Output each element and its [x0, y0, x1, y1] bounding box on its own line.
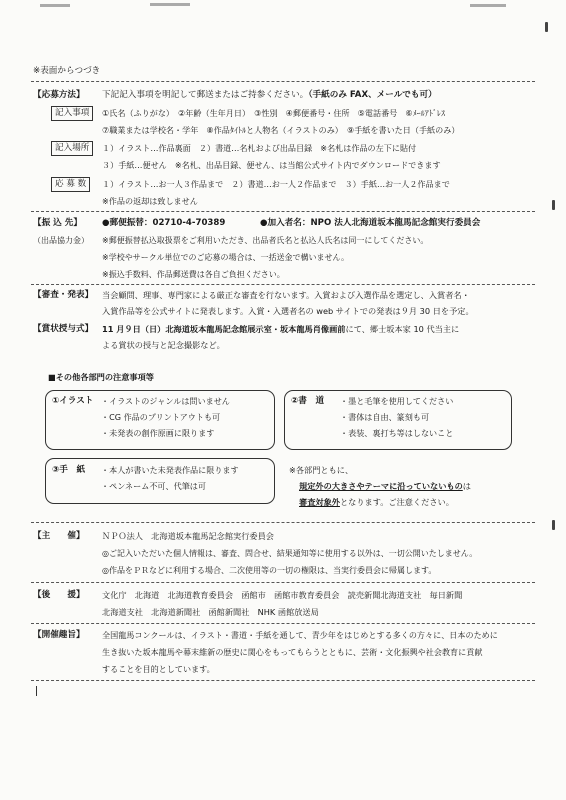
count-line-2: ※作品の返却は致しません: [102, 196, 198, 206]
header-note: ※表面からつづき: [33, 66, 101, 76]
scan-edge-mark: [470, 4, 506, 7]
common-note-1: ※各部門ともに、: [289, 465, 354, 475]
letter-heading: ③手 紙: [52, 465, 86, 475]
place-line-1: １）イラスト…作品裏面 ２）書道…名札および出品目録 ※名札は作品の左下に貼付: [102, 143, 417, 153]
scan-mark: [36, 686, 37, 696]
illust-item: ・未発表の創作原画に限ります: [101, 428, 215, 438]
common-note-3: 審査対象外となります。ご注意ください。: [299, 497, 454, 507]
host-note-2: ◎作品をＰＲなどに利用する場合、二次使用等の一切の権限は、当実行委員会に帰属します。: [102, 566, 437, 575]
host-label: 【主 催】: [33, 531, 85, 541]
divider: [31, 680, 535, 681]
award-line-1: 11 月９日（日）北海道坂本龍馬記念館展示室・坂本龍馬肖像画前にて、郷士坂本家 10 代当主に: [102, 324, 460, 334]
apply-label: 【応募方法】: [33, 90, 85, 100]
staple-mark: [552, 200, 555, 210]
award-label: 【賞状授与式】: [33, 324, 94, 334]
purpose-line-3: することを目的としています。: [102, 664, 215, 674]
purpose-line-2: 生き抜いた坂本龍馬や幕末維新の歴史に関心をもってもらうとともに、芸術・文化振興や社会教育に貢献: [102, 647, 483, 657]
transfer-note-3: ※振込手数料、作品郵送費は各自ご負担ください。: [102, 270, 285, 279]
account-holder: ●加入者名：NPO 法人北海道坂本龍馬記念館実行委員会: [260, 218, 481, 228]
letter-item: ・ペンネーム不可、代筆は可: [101, 481, 206, 491]
letter-item: ・本人が書いた未発表作品に限ります: [101, 465, 239, 475]
shodo-heading: ②書 道: [291, 396, 325, 406]
staple-mark: [545, 22, 548, 32]
purpose-label: 【開催趣旨】: [33, 630, 85, 640]
illust-item: ・CG 作品のプリントアウトも可: [101, 412, 221, 422]
place-line-2: ３）手紙…便せん ※名札、出品目録、便せん、は当館公式サイト内でダウンロードできます: [102, 160, 441, 170]
transfer-sublabel: （出品協力金）: [33, 236, 89, 245]
support-line-1: 文化庁 北海道 北海道教育委員会 函館市 函館市教育委員会 読売新聞北海道支社 毎日新聞: [102, 590, 463, 600]
postal-transfer: ●郵便振替：02710-4-70389: [102, 218, 226, 228]
notes-title: ■その他各部門の注意事項等: [48, 372, 154, 382]
entries-line-1: ①氏名（ふりがな） ②年齢（生年月日） ③性別 ④郵便番号・住所 ⑤電話番号 ⑥ﾒｰﾙｱﾄﾞﾚｽ: [102, 108, 446, 118]
divider: [31, 81, 535, 82]
count-line-1: １）イラスト…お一人３作品まで ２）書道…お一人２作品まで ３）手紙…お一人２作品まで: [102, 179, 450, 189]
support-line-2: 北海道支社 北海道新聞社 函館新聞社 NHK 函館放送局: [102, 607, 319, 617]
transfer-label: 【振 込 先】: [33, 218, 82, 228]
illust-item: ・イラストのジャンルは問いません: [101, 396, 230, 406]
purpose-line-1: 全国龍馬コンクールは、イラスト・書道・手紙を通して、青少年をはじめとする多くの方々に、日本のために: [102, 630, 498, 640]
shodo-item: ・書体は自由、篆刻も可: [340, 412, 430, 422]
review-line-2: 入賞作品等を公式サイトに発表します。入賞・入選者名の web サイトでの発表は９月 30 日を予定。: [102, 306, 474, 316]
illust-heading: ①イラスト: [52, 396, 94, 406]
review-label: 【審査・発表】: [33, 290, 94, 300]
host-name: ＮＰＯ法人 北海道坂本龍馬記念館実行委員会: [102, 531, 274, 541]
transfer-note-1: ※郵便振替払込取扱票をご利用いただき、出品者氏名と払込人氏名は同一にしてください。: [102, 236, 429, 245]
shodo-item: ・墨と毛筆を使用してください: [340, 396, 454, 406]
common-note-2: 規定外の大きさやテーマに沿っていないものは: [299, 481, 471, 491]
support-label: 【後 援】: [33, 590, 85, 600]
place-label: 記入場所: [51, 141, 93, 156]
staple-mark: [552, 520, 555, 530]
entries-line-2: ⑦職業または学校名・学年 ⑧作品ﾀｲﾄﾙと人物名（イラストのみ） ⑨手紙を書いた日（手紙のみ）: [102, 125, 460, 135]
transfer-note-2: ※学校やサークル単位でのご応募の場合は、一括送金で構いません。: [102, 253, 349, 262]
divider: [31, 623, 535, 624]
apply-text: 下記記入事項を明記して郵送またはご持参ください。（手紙のみ FAX、メールでも可）: [102, 90, 437, 100]
award-line-2: よる賞状の授与と記念撮影など。: [102, 340, 225, 350]
review-line-1: 当会顧問、理事、専門家による厳正な審査を行ないます。入賞および入選作品を選定し、入賞者名・: [102, 290, 470, 300]
entries-label: 記入事項: [51, 106, 93, 121]
divider: [31, 284, 535, 285]
scan-edge-mark: [150, 3, 190, 6]
scan-edge-mark: [40, 4, 70, 7]
divider: [31, 522, 535, 523]
divider: [31, 582, 535, 583]
host-note-1: ◎ご記入いただいた個人情報は、審査、問合せ、結果通知等に使用する以外は、一切公開いたしません。: [102, 549, 478, 558]
count-label: 応 募 数: [51, 177, 90, 192]
shodo-item: ・表装、裏打ち等はしないこと: [340, 428, 454, 438]
divider: [31, 211, 535, 212]
